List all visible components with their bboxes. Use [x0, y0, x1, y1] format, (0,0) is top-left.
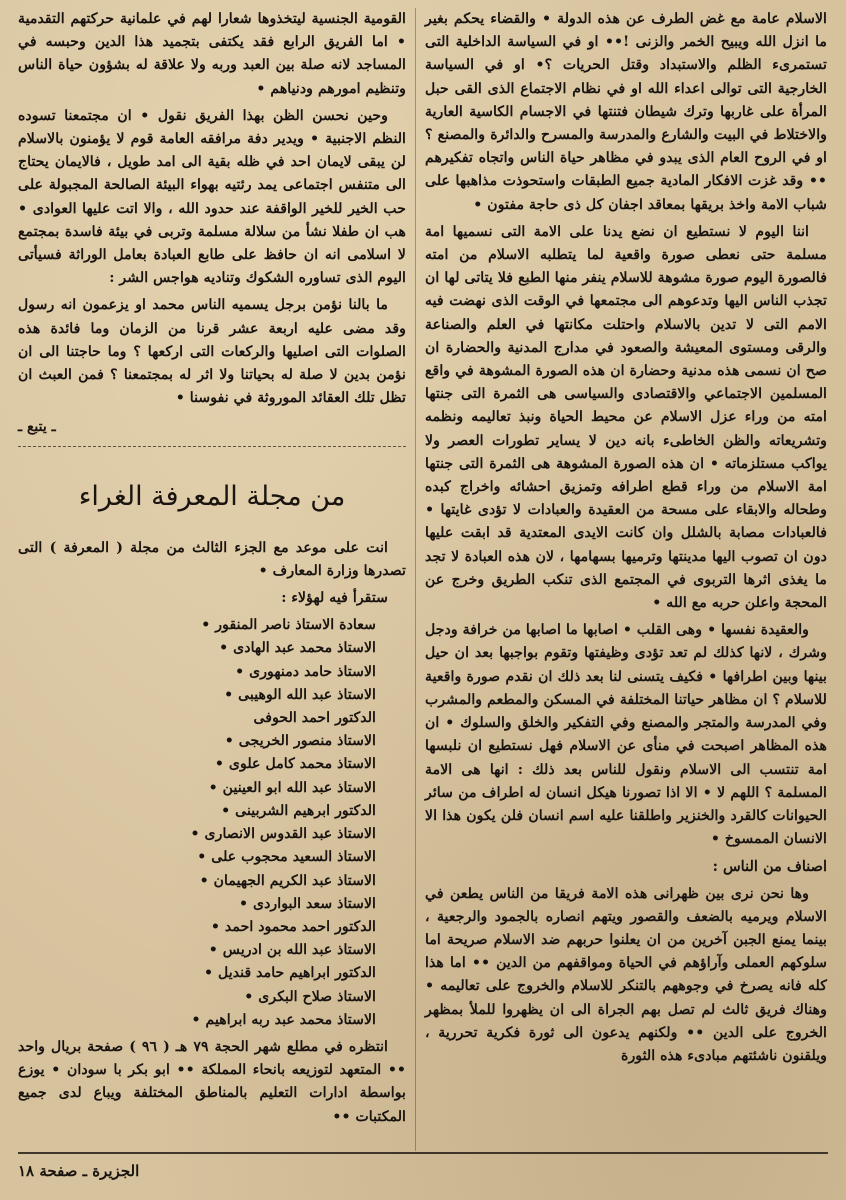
continued-marker: ـ يتبع ـ: [18, 419, 56, 436]
article-paragraph: ما بالنا نؤمن برجل يسميه الناس محمد او يزعمون انه رسول وقد مضى عليه اربعة عشر قرنا من الزمان وما فائدة هذه الصلوات التى اصليها والركعات التى اركعها ؟ وما حاجتنا الى ان نؤمن بدين لا صلة له بحياتنا ولا اثر له بمجتمعنا ؟ فمن العبث ان تظل تلك العقائد الموروثة في نفوسنا •: [18, 297, 406, 407]
contributor-name: الاستاذ محمد عبد الهادى •: [219, 640, 376, 657]
contributor-name: الاستاذ محمد كامل علوى •: [214, 756, 376, 773]
contributor-name: الاستاذ سعد البواردى •: [239, 895, 376, 912]
intro-paragraph: انت على موعد مع الجزء الثالث من مجلة ( المعرفة ) التى تصدرها وزارة المعارف •: [18, 539, 406, 579]
intro-line: ستقرأ فيه لهؤلاء :: [281, 590, 388, 607]
article-paragraph: وحين نحسن الظن بهذا الفريق نقول • ان مجتمعنا تسوده النظم الاجنبية • ويدير دفة مرافقه العامة قوم لا يؤمنون بالاسلام لن يبقى لايمان احد في ظله بقية الى امد طويل ، فالايمان يحتاج الى متنفس اجتماعى يمد رئتيه بهواء البيئة الصالحة المجبولة على حب الخير للخير الواقفة عند حدود الله ، والا اتت عليها العوادى • هب ان طفلا نشأ من سلالة مسلمة وتربى في بيئة فاسدة بمجتمع لا اسلامى انه ان حافظ على طابع العبادة بعامل الوراثة فسيأتى اليوم الذى تساوره الشكوك وتناديه هواجس الشر :: [18, 107, 406, 287]
article-paragraph: الاسلام عامة مع غض الطرف عن هذه الدولة • والقضاء يحكم بغير ما انزل الله ويبيح الخمر والزنى !•• او في السياسة الداخلية التى تستمرىء الظلم والاستبداد وقتل الحريات ؟• او في السياسة الخارجية التى توالى اعداء الله او في نظام الاجتماع الذى القى حبل المرأة على غاربها وترك شيطان فتنتها في الاجسام الكاسية العارية والاختلاط في البيت والشارع والمدرسة والمسرح والدائرة والمصنع ؟ او في الروح العام الذى يبدو في مظاهر حياة الناس واتجاه تفكيرهم •• وقد غزت الافكار المادية جميع الطبقات واستحوذت مذاهبها على شباب الامة واخذ بريقها بمعاقد اجفان كل ذى حاجة مفتون •: [425, 11, 827, 213]
footer-rule: [18, 1152, 828, 1154]
contributor-name: الاستاذ محمد عبد ربه ابراهيم •: [191, 1011, 376, 1028]
contributors-list: [18, 614, 406, 1032]
article-paragraph: وها نحن نرى بين ظهرانى هذه الامة فريقا من الناس يطعن في الاسلام ويرميه بالضعف والقصور ويتهم انصاره بالجمود والرجعية ، بينما يمنع الجبن آخرين من ان يعلنوا حربهم ضد الاسلام صريحة اما سلوكهم العملى وآراؤهم في الحياة ومواقفهم من الدين •• اما هذا كله فانه يصرخ في وجوههم بالتنكر للاسلام والخروج على تعاليمه • وهناك فريق ثالث لم تصل بهم الجراة الى ان يظهروا للملأ بمظهر الخروج على الدين •• ولكنهم يدعون الى ثورة فكرية تحررية ، ويلقنون ناشئتهم مبادىء هذه الثورة: [425, 885, 827, 1064]
contributor-name: الدكتور احمد الحوفى: [253, 710, 376, 727]
article-paragraph: اننا اليوم لا نستطيع ان نضع يدنا على الامة التى نسميها امة مسلمة حتى نعطى صورة واقعية لما يتطلبه الاسلام من امته فالصورة اليوم صورة مشوهة للاسلام ينفر منها الطبع فلا يتاتى لها ان تجذب الناس اليها وتدعوهم الى مجتمعها في الوقت الذى نهضت فيه الامم التى لا تدين بالاسلام واحتلت مكانتها في العلم والصناعة والرقى ومستوى المعيشة والصعود في مدارج المدنية والحضارة ان صح ان نسمى هذه مدنية وحضارة ان هذه الصورة المشوهة في واقع المسلمين الاجتماعي والاقتصادى والسياسى هى الثمرة التى جنتها امته من وراء عزل الاسلام عن محيط الحياة ونبذ تعاليمه ونظمه وتشريعاته والظن الخاطىء بانه دين لا يساير تطورات العصر ولا يواكب مستلزماته • ان هذه الصورة المشوهة هى الثمرة التى جنتها امة الاسلام من وراء قطع اطرافه وتمزيق احشائه واخراج كبده وطحاله والابقاء على مسحة من العقيدة والعبادات لا تؤدى غايتها • فالعبادات مصابة بالشلل وان كانت الايدى المعتدية قد ابقت عليها دون ان تصوب اليها مدينتها وترميها بسهامها ، لان هذه العبادة لا تجد ما يغذى اثرها التربوى في المجتمع الذى تنكب الطريق وخرج عن المحجة واعلن حربه مع الله •: [425, 223, 827, 612]
contributor-name: الاستاذ عبد الله بن ادريس •: [208, 942, 376, 959]
contributor-name: الاستاذ السعيد محجوب على •: [197, 849, 376, 866]
contributor-name: الاستاذ عبد الله ابو العينين •: [208, 779, 376, 796]
contributor-name: الاستاذ منصور الخريجى •: [224, 733, 376, 750]
contributor-name: الدكتور ابرهيم الشربينى •: [221, 802, 376, 819]
right-column: [425, 8, 827, 1072]
contributor-name: الاستاذ عبد الكريم الجهيمان •: [199, 872, 376, 889]
column-divider: [415, 8, 416, 1151]
closing-paragraph: انتظره في مطلع شهر الحجة ٧٩ هـ ( ٩٦ ) صفحة بريال واحد •• المتعهد لتوزيعه بانحاء المملكة •• ابو بكر با سودان • يوزع بواسطة ادارات التعليم بالمناطق المختلفة ويباع لدى جميع المكتبات ••: [18, 1038, 406, 1125]
article-paragraph: القومية الجنسية ليتخذوها شعارا لهم في علمانية حركتهم التقدمية • اما الفريق الرابع فقد يكتفى بتجميد هذا الدين وحبسه في المساجد لانه صلة بين العبد وربه ولا علاقة له بشؤون حياة الناس وتنظيم امورهم ودنياهم •: [18, 11, 406, 97]
section-subheading: اصناف من الناس :: [712, 858, 827, 876]
contributor-name: الاستاذ صلاح البكرى •: [244, 988, 376, 1005]
contributor-name: الاستاذ عبد الله الوهيبى •: [224, 686, 376, 703]
contributor-name: الدكتور ابراهيم حامد قنديل •: [204, 965, 376, 982]
contributor-name: الاستاذ عبد القدوس الانصارى •: [190, 826, 376, 843]
section-separator: [18, 446, 406, 447]
page-footer: الجزيرة ـ صفحة ١٨: [18, 1162, 140, 1180]
article-paragraph: والعقيدة نفسها • وهى القلب • اصابها ما اصابها من خرافة ودجل وشرك ، لانها كذلك لم تعد تؤدى وظيفتها وتقوم بواجبها بعد ان حيل بينها وبين اطرافها • فكيف يتسنى لنا بعد ذلك ان نقدم صورة واقعية للاسلام ؟ ان مظاهر حياتنا المختلفة في المسكن والمطعم والمشرب وفي المدرسة والمتجر والمصنع وفي التفكير والخلق والسلوك • ان هذه المظاهر اصبحت في منأى عن الاسلام فهل نستطيع ان نلبسها امة تنتسب الى الاسلام ونقول للناس بعد ذلك : انها هى الامة المسلمة ؟ اللهم لا • الا اذا تصورنا هيكل انسان له اطراف من سائر الحيوانات كالقرد والخنزير واطلقنا عليه اسم انسان فلن يكون هذا الا الانسان الممسوخ •: [425, 622, 827, 848]
contributor-name: الدكتور احمد محمود احمد •: [210, 918, 376, 935]
section-title: من مجلة المعرفة الغراء: [78, 480, 346, 512]
left-column: [18, 8, 406, 1133]
contributor-name: الاستاذ حامد دمنهورى •: [235, 663, 376, 680]
contributor-name: سعادة الاستاذ ناصر المنقور •: [201, 617, 376, 634]
